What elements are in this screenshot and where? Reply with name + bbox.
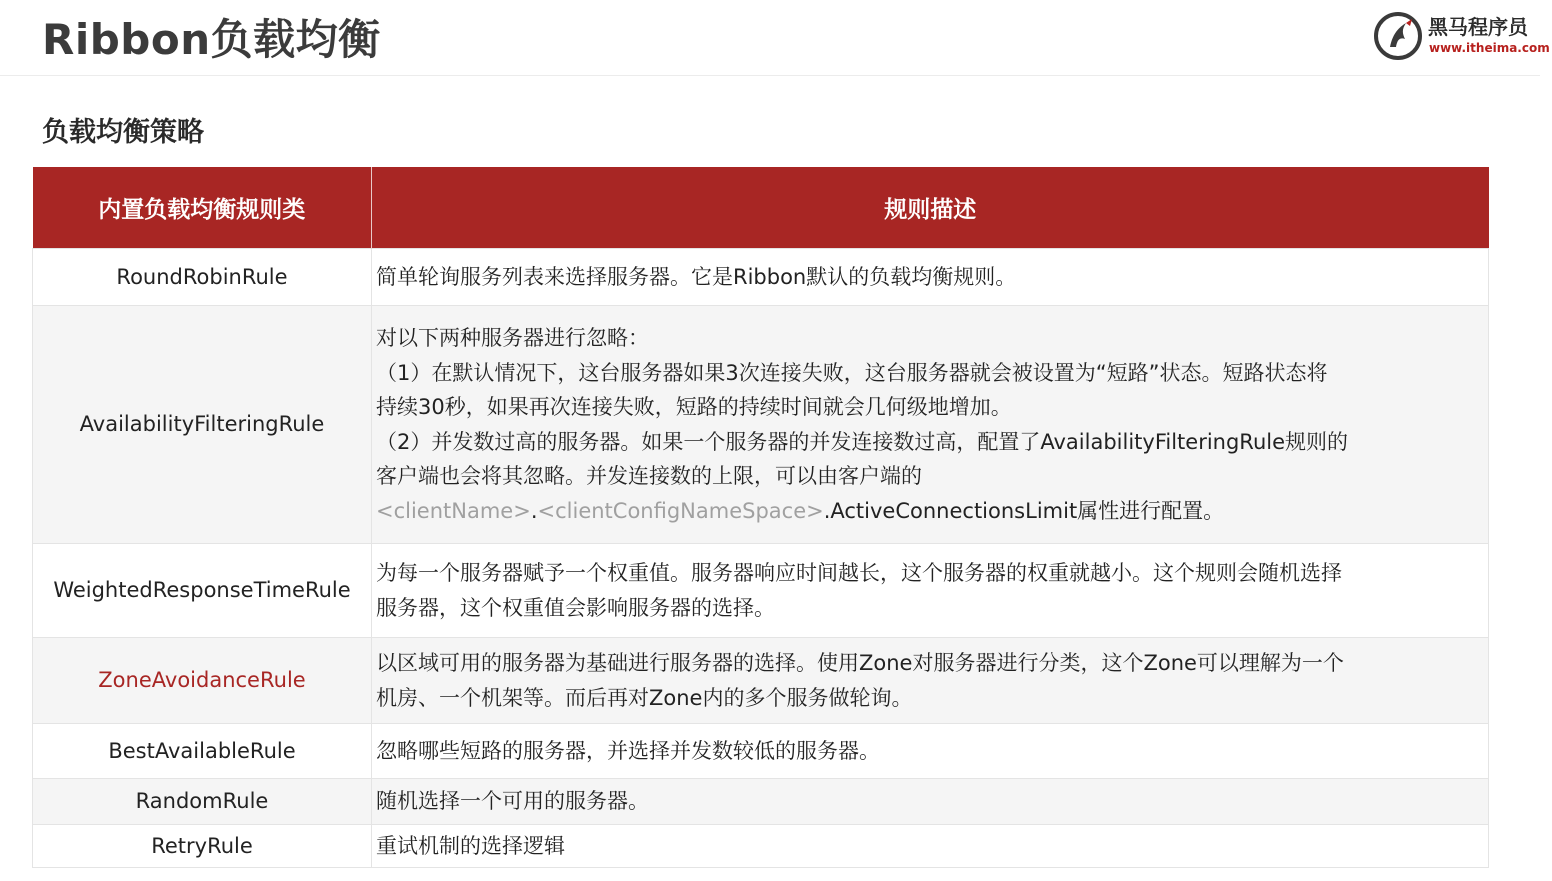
table-row: [33, 724, 1489, 779]
logo-brand-name: 黑马程序员: [1428, 15, 1528, 39]
table-row: [33, 638, 1489, 724]
rule-name-cell: RoundRobinRule: [33, 249, 372, 306]
table-row: [33, 544, 1489, 638]
description-line: 忽略哪些短路的服务器，并选择并发数较低的服务器。: [376, 738, 880, 763]
rule-description-cell: [372, 825, 1489, 868]
rule-description-cell: [372, 249, 1489, 306]
section-title: 负载均衡策略: [42, 117, 204, 148]
rule-name-cell: RetryRule: [33, 825, 372, 868]
client-config-namespace-placeholder: <clientConfigNameSpace>: [537, 498, 824, 523]
rule-name-cell: BestAvailableRule: [33, 724, 372, 779]
config-property-text: .ActiveConnectionsLimit属性进行配置。: [823, 498, 1225, 523]
description-line: 客户端也会将其忽略。并发连接数的上限，可以由客户端的: [376, 464, 922, 488]
header-bar: [0, 0, 1550, 76]
column-header-rule-description: 规则描述: [372, 167, 1489, 249]
rule-description-cell: [372, 724, 1489, 779]
page-title: Ribbon负载均衡: [42, 15, 381, 64]
description-line: （2）并发数过高的服务器。如果一个服务器的并发连接数过高，配置了AvailabilityFilteringRule规则的: [376, 429, 1349, 454]
rule-name-cell: WeightedResponseTimeRule: [33, 544, 372, 638]
rule-name-cell-highlighted: ZoneAvoidanceRule: [33, 638, 372, 724]
rule-description-cell: [372, 779, 1489, 825]
rule-name-cell: RandomRule: [33, 779, 372, 825]
description-line: 服务器，这个权重值会影响服务器的选择。: [376, 595, 775, 620]
description-line: 简单轮询服务列表来选择服务器。它是Ribbon默认的负载均衡规则。: [376, 264, 1017, 289]
table-row: [33, 249, 1489, 306]
description-line: 为每一个服务器赋予一个权重值。服务器响应时间越长，这个服务器的权重就越小。这个规则会随机选择: [376, 561, 1342, 585]
column-header-rule-class: 内置负载均衡规则类: [33, 167, 372, 249]
table-row: [33, 306, 1489, 544]
description-line: 以区域可用的服务器为基础进行服务器的选择。使用Zone对服务器进行分类，这个Zone可以理解为一个: [376, 651, 1344, 675]
client-name-placeholder: <clientName>: [376, 498, 531, 523]
table-row: [33, 825, 1489, 868]
rule-name-cell: AvailabilityFilteringRule: [33, 306, 372, 544]
config-separator: .: [530, 498, 538, 523]
description-line: 持续30秒，如果再次连接失败，短路的持续时间就会几何级地增加。: [376, 395, 1012, 419]
rule-description-cell: [372, 544, 1489, 638]
logo-website: www.itheima.com: [1429, 41, 1550, 55]
rules-table: [32, 167, 1489, 868]
description-line-config: [376, 494, 1476, 529]
rule-description-cell: [372, 638, 1489, 724]
description-line: 随机选择一个可用的服务器。: [376, 789, 649, 814]
table-header-row: [33, 167, 1489, 249]
description-line: （1）在默认情况下，这台服务器如果3次连接失败，这台服务器就会被设置为“短路”状态。短路状态将: [376, 360, 1328, 385]
horse-logo-icon: [1372, 9, 1424, 61]
description-line: 对以下两种服务器进行忽略：: [376, 326, 649, 350]
rule-description-cell: [372, 306, 1489, 544]
table-row: [33, 779, 1489, 825]
brand-logo: [1372, 9, 1550, 61]
description-line: 重试机制的选择逻辑: [376, 833, 565, 858]
description-line: 机房、一个机架等。而后再对Zone内的多个服务做轮询。: [376, 685, 913, 710]
